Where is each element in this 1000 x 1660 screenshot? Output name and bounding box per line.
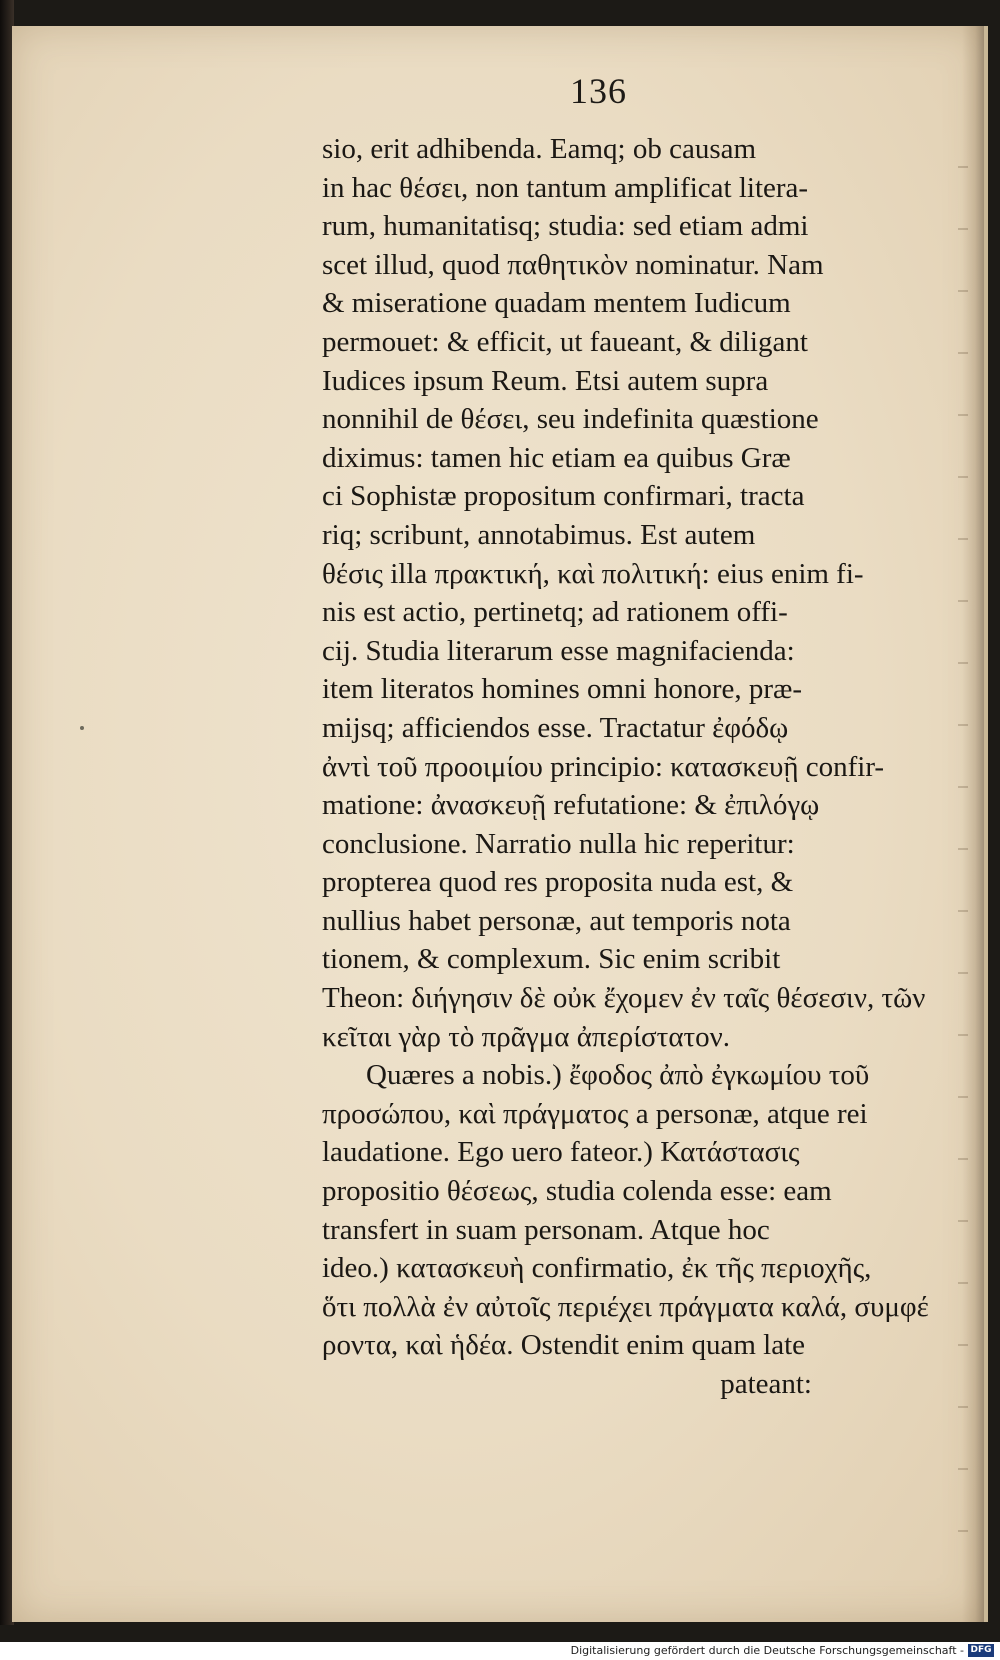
text-line: laudatione. Ego uero fateor.) Κατάστασις [322, 1136, 800, 1169]
text-line: conclusione. Narratio nulla hic reperitur: [322, 827, 795, 860]
text-line: propterea quod res proposita nuda est, & [322, 866, 794, 899]
text-line: mijsq; afficiendos esse. Tractatur ἐφόδῳ [322, 711, 789, 744]
text-line: scet illud, quod παθητικὸν nominatur. Nam [322, 248, 824, 281]
text-line: ci Sophistæ propositum confirmari, tracta [322, 480, 805, 513]
text-line: tionem, & complexum. Sic enim scribit [322, 943, 781, 976]
text-line: θέσις illa πρακτική, καὶ πολιτική: eius enim fi- [322, 557, 864, 590]
text-line: Quæres a nobis.) ἔφοδος ἀπὸ ἐγκωμίου τοῦ [366, 1059, 870, 1092]
text-line: nullius habet personæ, aut temporis nota [322, 904, 791, 937]
text-line: ideo.) κατασκευὴ confirmatio, ἐκ τῆς περιοχῆς, [322, 1252, 872, 1285]
text-line: diximus: tamen hic etiam ea quibus Græ [322, 441, 791, 474]
text-line: ἀντὶ τοῦ προοιμίου principio: κατασκευῇ confir- [322, 750, 885, 783]
paper-speck [80, 726, 84, 730]
dfg-logo: DFG [968, 1644, 994, 1657]
text-line: ὅτι πολλὰ ἐν αὐτοῖς περιέχει πράγματα καλά, συμφέ [322, 1290, 929, 1323]
text-line: riq; scribunt, annotabimus. Est autem [322, 518, 756, 551]
text-line: nis est actio, pertinetq; ad rationem offi- [322, 596, 788, 629]
page-number: 136 [570, 71, 627, 111]
text-line: cij. Studia literarum esse magnifacienda: [322, 634, 795, 667]
text-line: Theon: διήγησιν δὲ οὐκ ἔχομεν ἐν ταῖς θέσεσιν, τῶν [322, 982, 926, 1015]
text-line: sio, erit adhibenda. Eamq; ob causam [322, 133, 757, 165]
text-line: matione: ἀνασκευῇ refutatione: & ἐπιλόγῳ [322, 789, 820, 822]
text-line: permouet: & efficit, ut faueant, & diligant [322, 325, 808, 358]
page-text [322, 130, 962, 1404]
digitization-credit: Digitalisierung gefördert durch die Deutsche Forschungsgemeinschaft - [570, 1644, 964, 1657]
text-line: rum, humanitatisq; studia: sed etiam admi [322, 210, 809, 243]
text-line: & miseratione quadam mentem Iudicum [322, 287, 791, 320]
text-line: κεῖται γὰρ τὸ πρᾶγμα ἀπερίστατον. [322, 1020, 731, 1053]
text-line: Iudices ipsum Reum. Etsi autem supra [322, 364, 769, 397]
text-line: προσώπου, καὶ πράγματος a personæ, atque rei [322, 1097, 868, 1130]
text-line: transfert in suam personam. Atque hoc [322, 1213, 770, 1246]
text-line: item literatos homines omni honore, præ- [322, 673, 803, 706]
text-line: in hac θέσει, non tantum amplificat litera- [322, 171, 809, 204]
text-line: ροντα, καὶ ἡδέα. Ostendit enim quam late [322, 1329, 806, 1362]
text-line: nonnihil de θέσει, seu indefinita quæstione [322, 403, 819, 436]
catchword: pateant: [720, 1368, 812, 1400]
text-line: propositio θέσεως, studia colenda esse: eam [322, 1175, 832, 1208]
